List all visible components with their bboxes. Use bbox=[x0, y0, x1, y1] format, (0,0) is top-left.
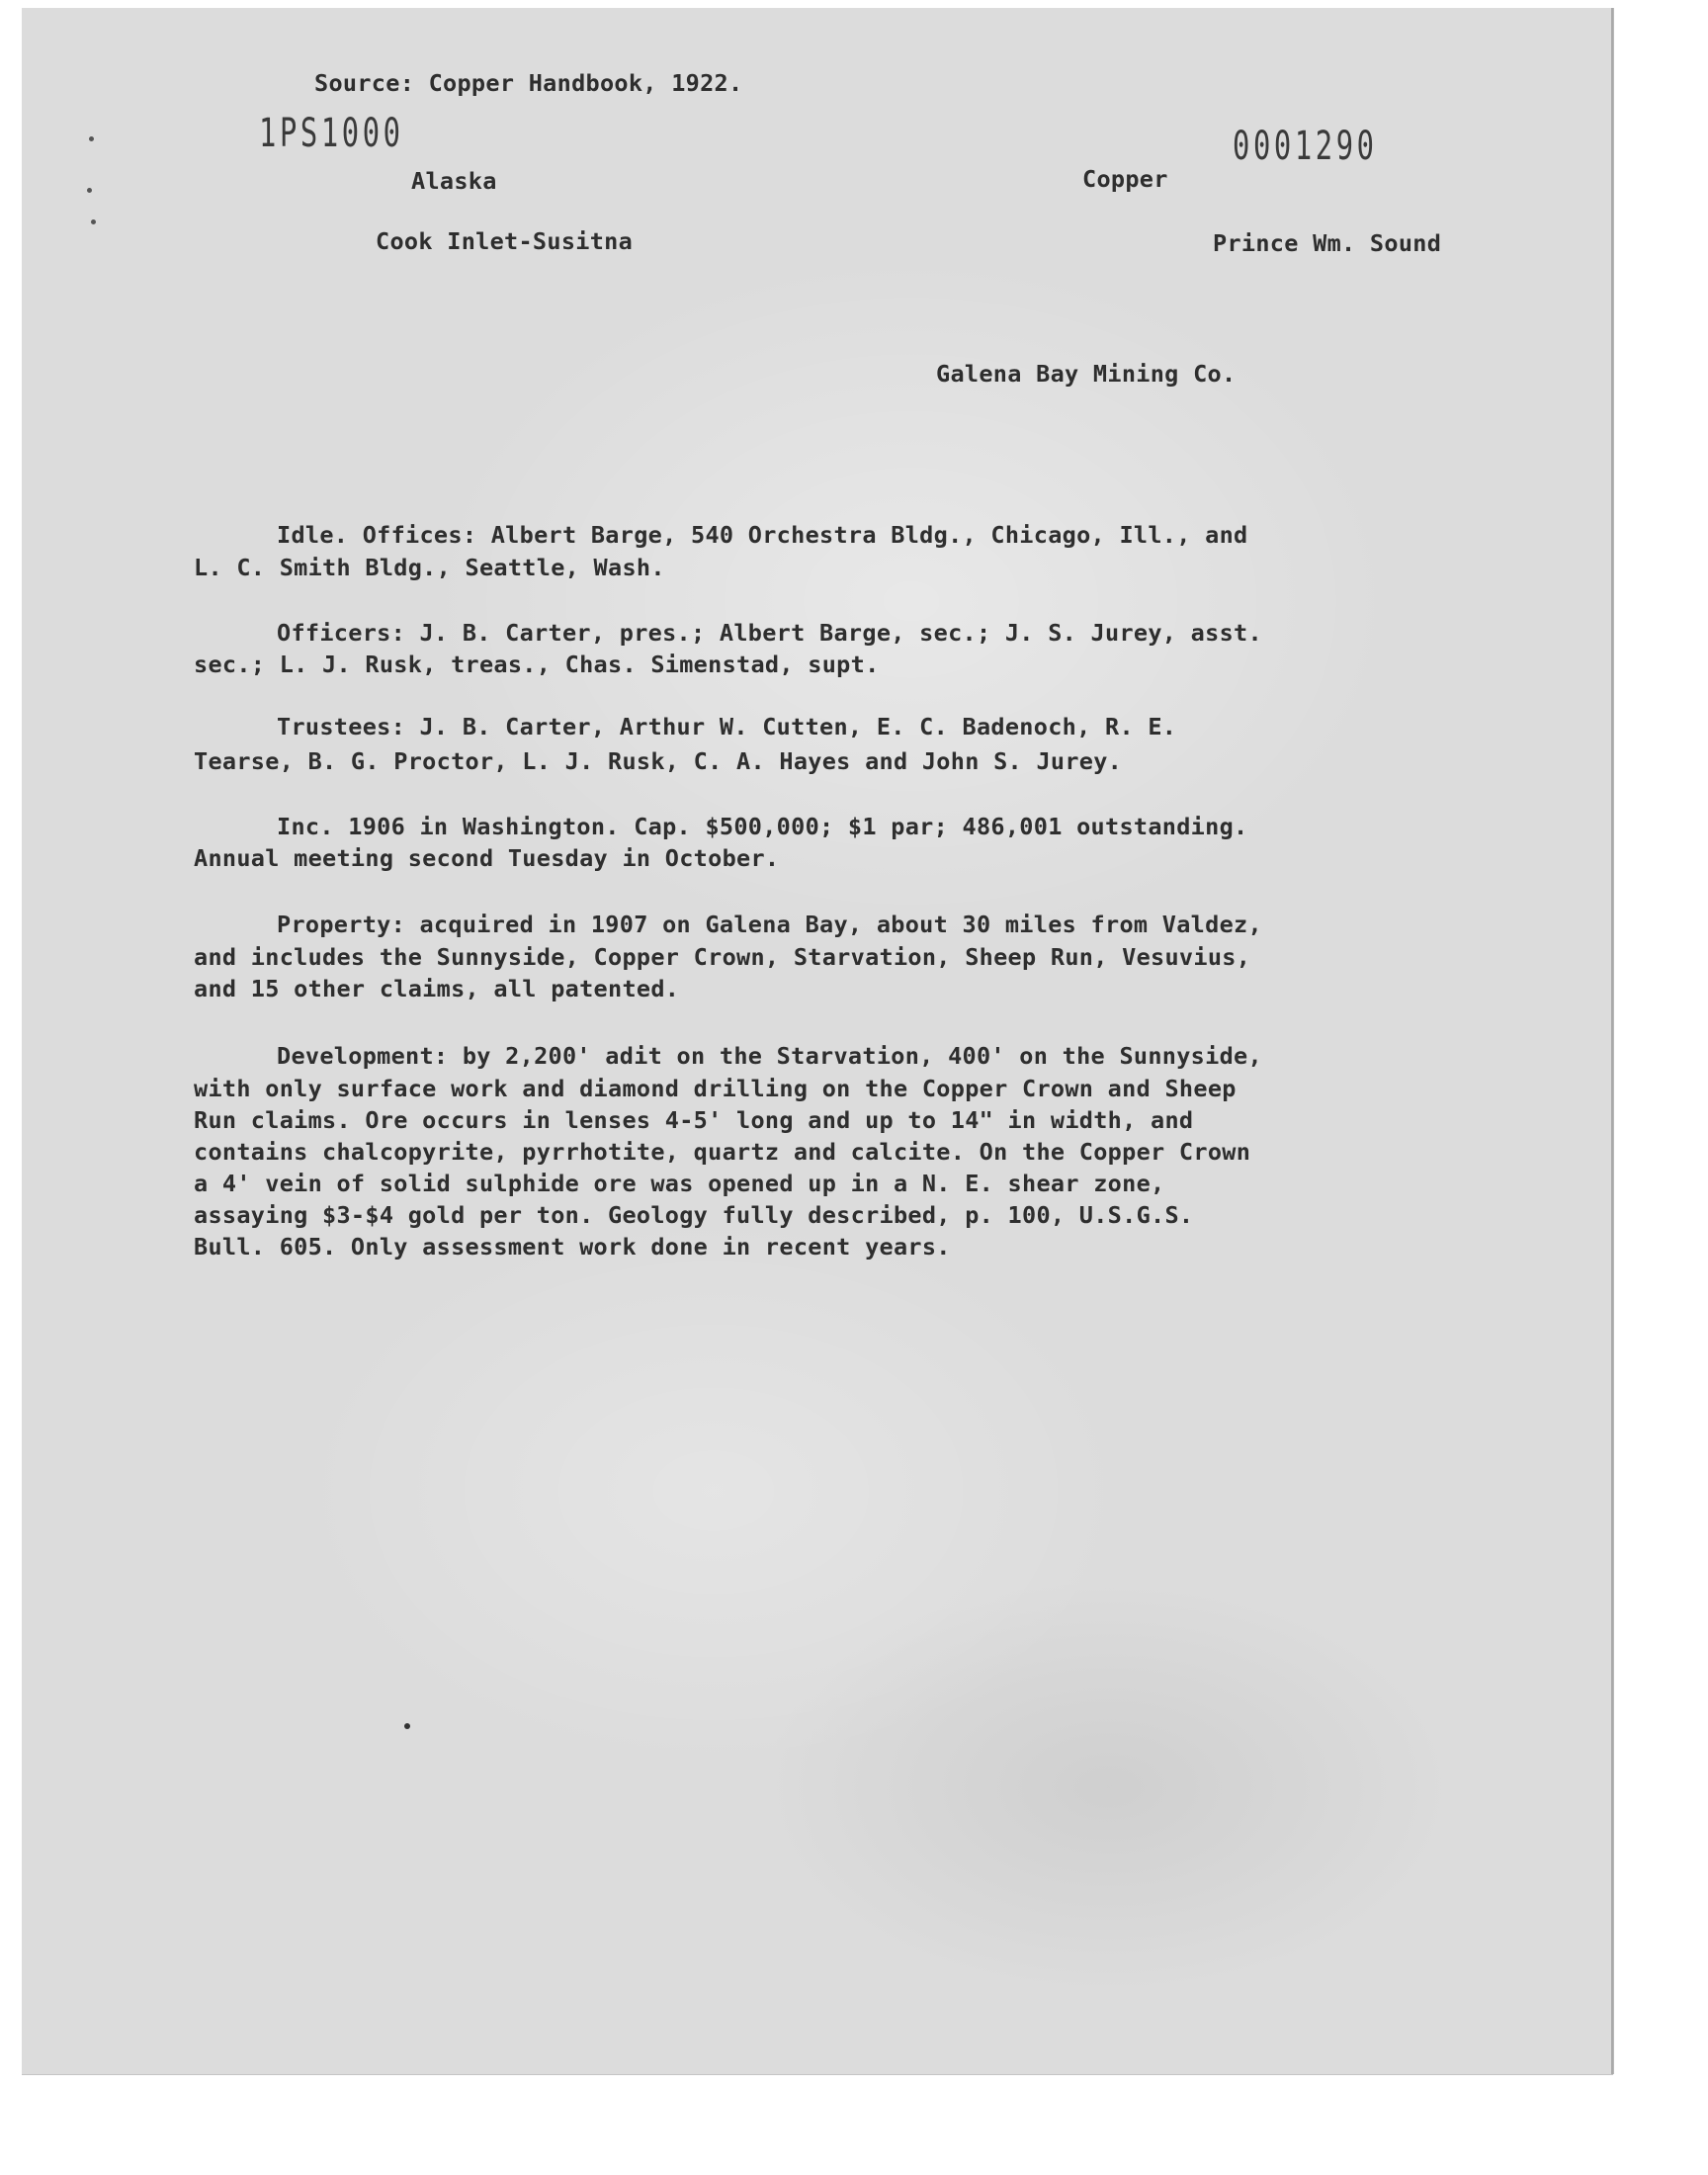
incorporation-line-1: Inc. 1906 in Washington. Cap. $500,000; $1 par; 486,001 outstanding. bbox=[277, 813, 1248, 840]
commodity-label: Copper bbox=[1082, 165, 1168, 193]
development-line-3: Run claims. Ore occurs in lenses 4-5' long and up to 14" in width, and bbox=[194, 1106, 1194, 1134]
region-left: Cook Inlet-Susitna bbox=[376, 227, 634, 255]
stamp-number-right: 0001290 bbox=[1233, 124, 1378, 169]
development-line-1: Development: by 2,200' adit on the Starvation, 400' on the Sunnyside, bbox=[277, 1042, 1262, 1070]
property-line-3: and 15 other claims, all patented. bbox=[194, 975, 680, 1002]
stamp-number-left: 1PS1000 bbox=[259, 111, 404, 156]
margin-speck bbox=[91, 219, 96, 224]
property-line-2: and includes the Sunnyside, Copper Crown, Starvation, Sheep Run, Vesuvius, bbox=[194, 943, 1251, 971]
development-line-4: contains chalcopyrite, pyrrhotite, quartz and calcite. On the Copper Crown bbox=[194, 1138, 1251, 1166]
development-line-6: assaying $3-$4 gold per ton. Geology fully described, p. 100, U.S.G.S. bbox=[194, 1201, 1194, 1229]
development-line-2: with only surface work and diamond drilling on the Copper Crown and Sheep bbox=[194, 1075, 1237, 1102]
state-label: Alaska bbox=[411, 167, 497, 195]
development-line-7: Bull. 605. Only assessment work done in recent years. bbox=[194, 1233, 951, 1261]
offices-line-2: L. C. Smith Bldg., Seattle, Wash. bbox=[194, 554, 665, 581]
property-line-1: Property: acquired in 1907 on Galena Bay, about 30 miles from Valdez, bbox=[277, 911, 1262, 938]
document-page bbox=[22, 8, 1613, 2074]
company-name: Galena Bay Mining Co. bbox=[936, 360, 1237, 388]
source-line: Source: Copper Handbook, 1922. bbox=[314, 69, 743, 97]
margin-speck bbox=[87, 188, 92, 193]
margin-speck bbox=[89, 136, 94, 141]
trustees-line-2: Tearse, B. G. Proctor, L. J. Rusk, C. A. Hayes and John S. Jurey. bbox=[194, 747, 1123, 775]
trustees-line-1: Trustees: J. B. Carter, Arthur W. Cutten, E. C. Badenoch, R. E. bbox=[277, 713, 1177, 740]
incorporation-line-2: Annual meeting second Tuesday in October. bbox=[194, 844, 780, 872]
officers-line-1: Officers: J. B. Carter, pres.; Albert Barge, sec.; J. S. Jurey, asst. bbox=[277, 619, 1262, 647]
stray-ink-dot bbox=[404, 1723, 410, 1729]
region-right: Prince Wm. Sound bbox=[1213, 229, 1442, 257]
development-line-5: a 4' vein of solid sulphide ore was opened up in a N. E. shear zone, bbox=[194, 1170, 1165, 1197]
offices-line-1: Idle. Offices: Albert Barge, 540 Orchestra Bldg., Chicago, Ill., and bbox=[277, 521, 1248, 549]
officers-line-2: sec.; L. J. Rusk, treas., Chas. Simenstad, supt. bbox=[194, 651, 880, 678]
